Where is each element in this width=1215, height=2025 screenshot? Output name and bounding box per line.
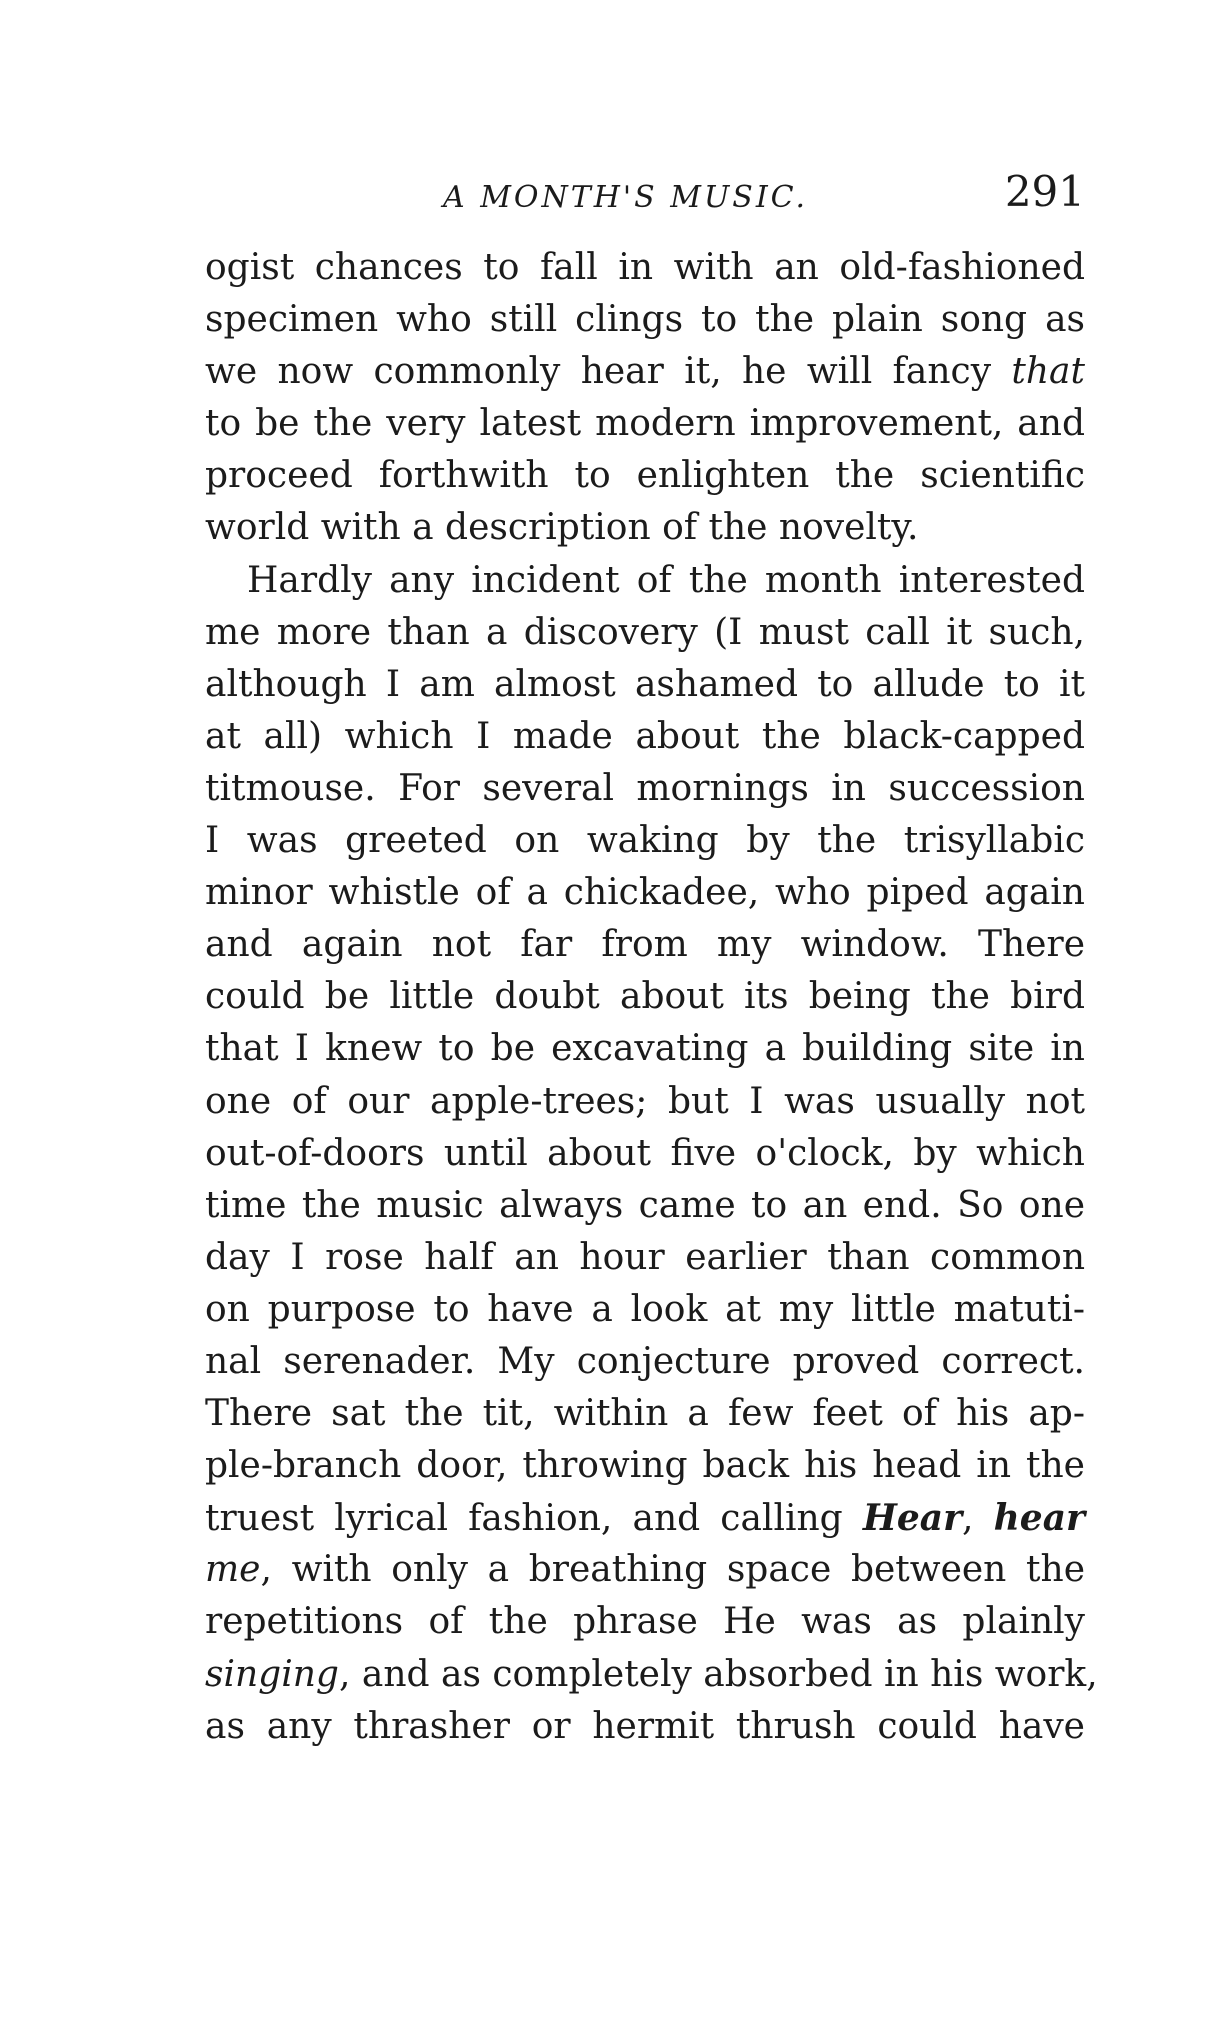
- italic-word: hear: [993, 1497, 1085, 1540]
- text-line: [205, 346, 1085, 398]
- text-line: time the music always came to an end. So one: [205, 1184, 1085, 1226]
- text-line: ogist chances to fall in with an old-fashioned: [205, 247, 1085, 288]
- italic-word: Hear: [862, 1497, 963, 1540]
- text-line: one of our apple-trees; but I was usually not: [205, 1080, 1085, 1122]
- running-title: A MONTH'S MUSIC.: [443, 180, 809, 215]
- text-line: [205, 1544, 1085, 1596]
- text-line: Hardly any incident of the month interested: [247, 559, 1085, 601]
- text-line: [205, 1649, 1098, 1701]
- text-line: titmouse. For several mornings in succession: [205, 767, 1085, 809]
- italic-word: that: [1011, 351, 1085, 393]
- text-line: that I knew to be excavating a building site in: [205, 1028, 1085, 1070]
- text-line: [205, 1492, 1085, 1544]
- text-line: to be the very latest modern improvement, and: [205, 403, 1085, 445]
- text-line: ple-branch door, throwing back his head in the: [205, 1445, 1085, 1487]
- page-number: 291: [1004, 167, 1085, 216]
- text-line: minor whistle of a chickadee, who piped again: [205, 872, 1085, 914]
- text-run: , and as completely absorbed in his work,: [338, 1653, 1098, 1695]
- text-run: we now commonly hear it, he will fancy: [205, 351, 1012, 393]
- text-line: out-of-doors until about five o'clock, by which: [205, 1132, 1085, 1174]
- text-run: truest lyrical fashion, and calling: [205, 1498, 863, 1540]
- text-line: day I rose half an hour earlier than common: [205, 1236, 1085, 1278]
- text-line: proceed forthwith to enlighten the scientific: [205, 455, 1085, 497]
- page-header: [205, 162, 1085, 222]
- italic-word: me: [205, 1549, 261, 1591]
- text-line: specimen who still clings to the plain song as: [205, 299, 1085, 341]
- text-line: There sat the tit, within a few feet of his ap-: [205, 1393, 1085, 1435]
- text-line: at all) which I made about the black-capped: [205, 715, 1085, 757]
- text-run: , with only a breathing space between the: [260, 1549, 1085, 1591]
- text-run: ,: [962, 1498, 994, 1540]
- text-line: I was greeted on waking by the trisyllabic: [205, 820, 1085, 862]
- text-line: on purpose to have a look at my little matuti-: [205, 1288, 1085, 1330]
- text-line: world with a description of the novelty.: [205, 507, 919, 549]
- text-line: although I am almost ashamed to allude to it: [205, 663, 1085, 705]
- italic-word: singing: [205, 1653, 339, 1695]
- body-text: [205, 242, 1098, 1753]
- text-line: could be little doubt about its being the bird: [205, 976, 1085, 1018]
- text-line: as any thrasher or hermit thrush could have: [205, 1705, 1085, 1747]
- text-line: nal serenader. My conjecture proved correct.: [205, 1340, 1085, 1382]
- text-line: me more than a discovery (I must call it such,: [205, 611, 1085, 653]
- text-line: repetitions of the phrase He was as plainly: [205, 1601, 1085, 1643]
- text-line: and again not far from my window. There: [205, 924, 1085, 966]
